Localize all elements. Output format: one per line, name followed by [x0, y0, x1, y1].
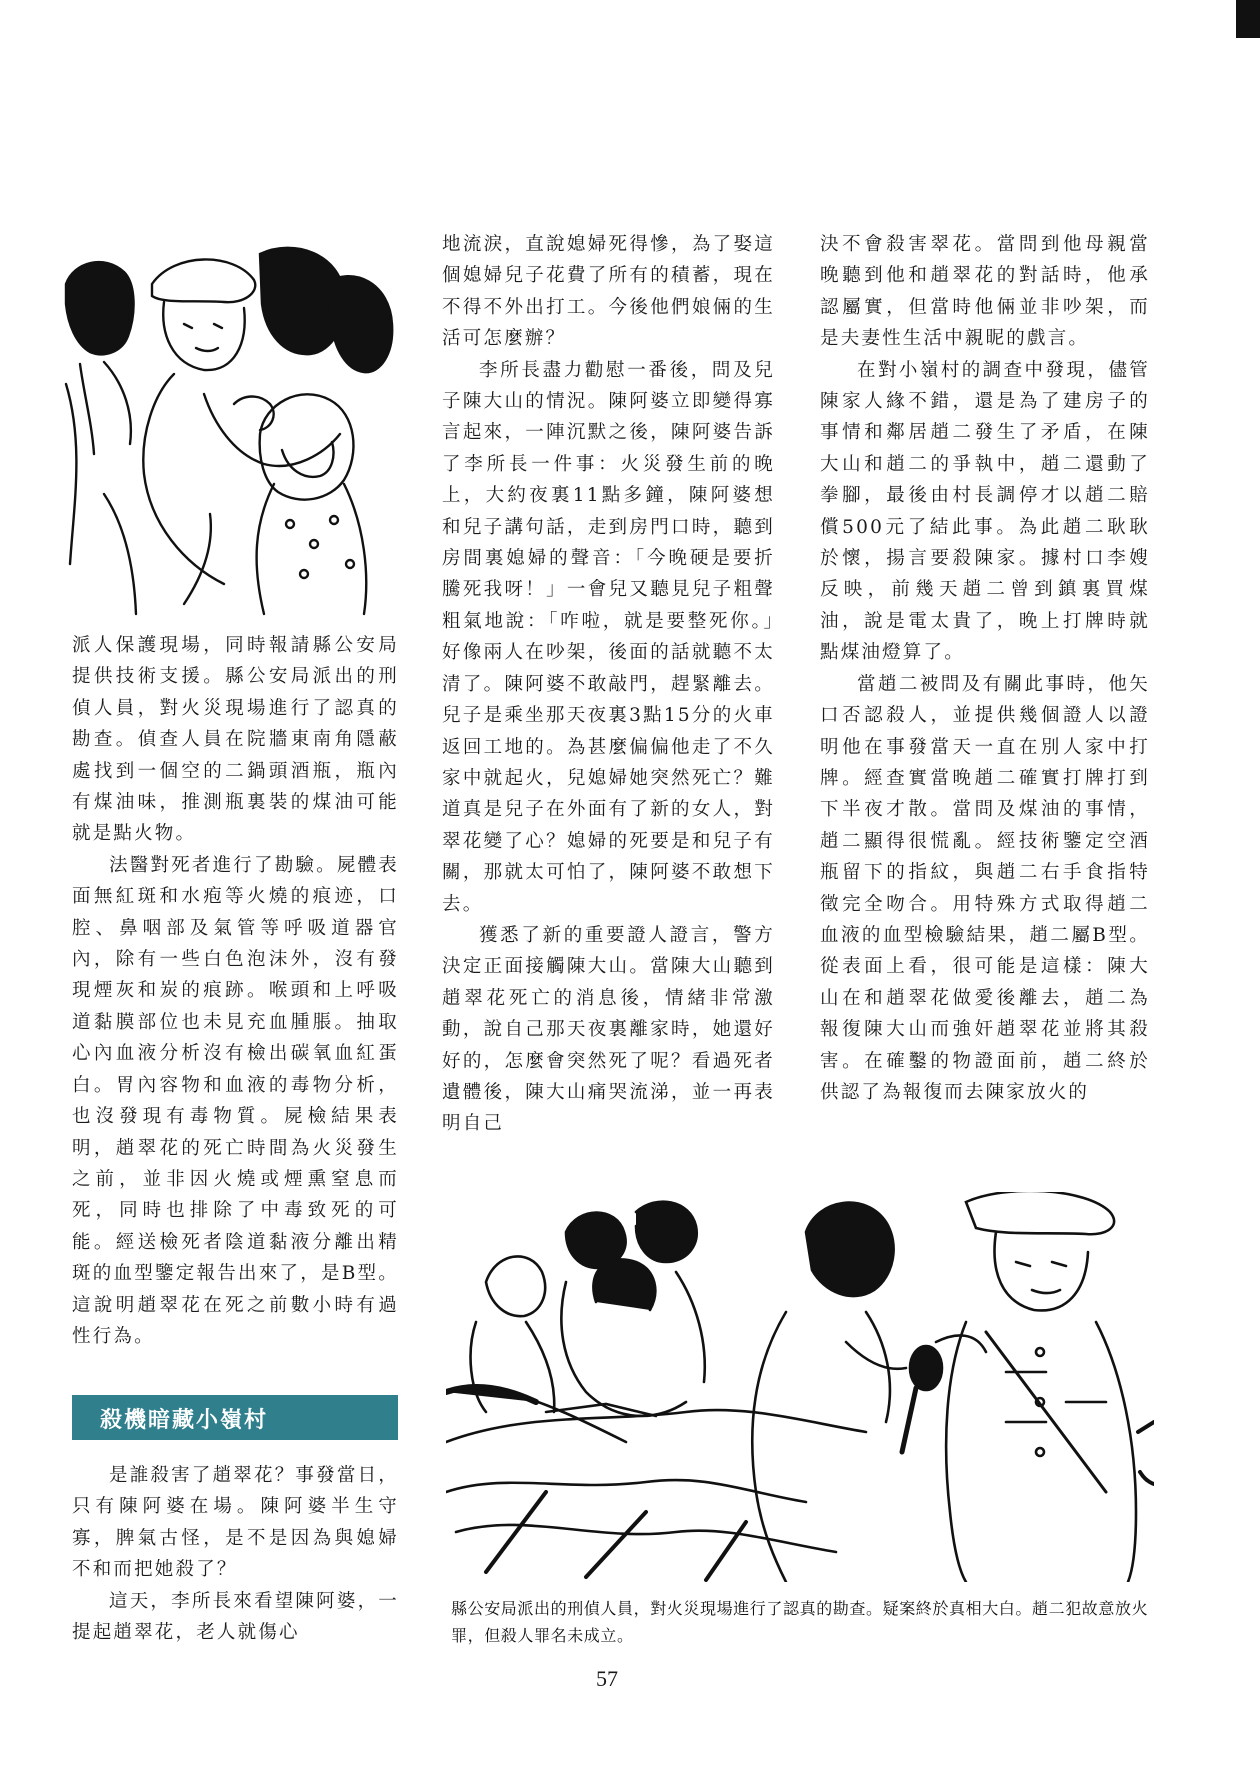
paragraph: 獲悉了新的重要證人證言，警方決定正面接觸陳大山。當陳大山聽到趙翠花死亡的消息後，情緒非常激動，說自己那天夜裏離家時，她還好好的，怎麼會突然死了呢？看過死者遺體後，陳大山痛哭流涕，並一再表明自己	[442, 924, 775, 1135]
column-right	[820, 229, 1150, 1108]
paragraph: 法醫對死者進行了勘驗。屍體表面無紅斑和水疱等火燒的痕迹，口腔、鼻咽部及氣管等呼吸道器官內，除有一些白色泡沫外，沒有發現煙灰和炭的痕跡。喉頭和上呼吸道黏膜部位也未見充血腫脹。抽取心內血液分析沒有檢出碳氧血紅蛋白。胃內容物和血液的毒物分析，也沒發現有毒物質。屍檢結果表明，趙翠花的死亡時間為火災發生之前，並非因火燒或煙熏窒息而死，同時也排除了中毒致死的可能。經送檢死者陰道黏液分離出精斑的血型鑒定報告出來了，是B型。這說明趙翠花在死之前數小時有過性行為。	[72, 854, 399, 1347]
paragraph: 決不會殺害翠花。當問到他母親當晚聽到他和趙翠花的對話時，他承認屬實，但當時他倆並非吵架，而是夫妻性生活中親昵的戲言。	[820, 234, 1150, 350]
page-number: 57	[596, 1666, 618, 1691]
scan-corner-mark	[1236, 0, 1260, 38]
paragraph: 李所長盡力勸慰一番後，問及兒子陳大山的情況。陳阿婆立即變得寡言起來，一陣沉默之後，陳阿婆告訴了李所長一件事：火災發生前的晚上，大約夜裏11點多鐘，陳阿婆想和兒子講句話，走到房門口時，聽到房間裏媳婦的聲音：「今晚硬是要折騰死我呀！」一會兒又聽見兒子粗聲粗氣地說：「咋啦，就是要整死你。」好像兩人在吵架，後面的話就聽不太清了。陳阿婆不敢敲門，趕緊離去。兒子是乘坐那天夜裏3點15分的火車返回工地的。為甚麼偏偏他走了不久家中就起火，兒媳婦她突然死亡？難道真是兒子在外面有了新的女人，對翠花變了心？媳婦的死要是和兒子有關，那就太可怕了，陳阿婆不敢想下去。	[442, 359, 775, 915]
section-header	[72, 1395, 398, 1440]
paragraph: 這天，李所長來看望陳阿婆，一提起趙翠花，老人就傷心	[72, 1590, 399, 1644]
paragraph: 是誰殺害了趙翠花？事發當日，只有陳阿婆在場。陳阿婆半生守寡，脾氣古怪，是不是因為與媳婦不和而把她殺了？	[72, 1465, 399, 1581]
paragraph: 當趙二被問及有關此事時，他矢口否認殺人，並提供幾個證人以證明他在事發當天一直在別人家中打牌。經查實當晚趙二確實打牌打到下半夜才散。當問及煤油的事情，趙二顯得很慌亂。經技術鑒定空酒瓶留下的指紋，與趙二右手食指特徵完全吻合。用特殊方式取得趙二血液的血型檢驗結果，趙二屬B型。從表面上看，很可能是這樣：陳大山在和趙翠花做愛後離去，趙二為報復陳大山而強奸趙翠花並將其殺害。在確鑿的物證面前，趙二終於供認了為報復而去陳家放火的	[820, 673, 1150, 1103]
investigation-illustration	[446, 1192, 1154, 1582]
illustration-caption: 縣公安局派出的刑偵人員，對火災現場進行了認真的勘查。疑案終於真相大白。趙二犯故意放火罪，但殺人罪名未成立。	[451, 1599, 1149, 1645]
section-title: 殺機暗藏小嶺村	[100, 1408, 269, 1433]
column-middle	[442, 229, 775, 1140]
paragraph: 地流淚，直說媳婦死得慘，為了娶這個媳婦兒子花費了所有的積蓄，現在不得不外出打工。今後他們娘倆的生活可怎麼辦？	[442, 234, 775, 350]
column-left-bottom	[72, 1460, 399, 1648]
paragraph: 派人保護現場，同時報請縣公安局提供技術支援。縣公安局派出的刑偵人員，對火災現場進行了認真的勘查。偵查人員在院牆東南角隱蔽處找到一個空的二鍋頭酒瓶，瓶內有煤油味，推測瓶裏裝的煤油可能就是點火物。	[72, 635, 399, 845]
investigators-sketch-icon	[446, 1192, 1154, 1582]
paragraph: 在對小嶺村的調查中發現，儘管陳家人緣不錯，還是為了建房子的事情和鄰居趙二發生了矛盾，在陳大山和趙二的爭執中，趙二還動了拳腳，最後由村長調停才以趙二賠償500元了結此事。為此趙二耿耿於懷，揚言要殺陳家。據村口李嫂反映，前幾天趙二曾到鎮裏買煤油，說是電太貴了，晚上打牌時就點煤油燈算了。	[820, 359, 1150, 664]
column-left-top	[72, 630, 399, 1352]
mourners-illustration	[64, 244, 394, 620]
crowd-sketch-icon	[64, 244, 394, 620]
